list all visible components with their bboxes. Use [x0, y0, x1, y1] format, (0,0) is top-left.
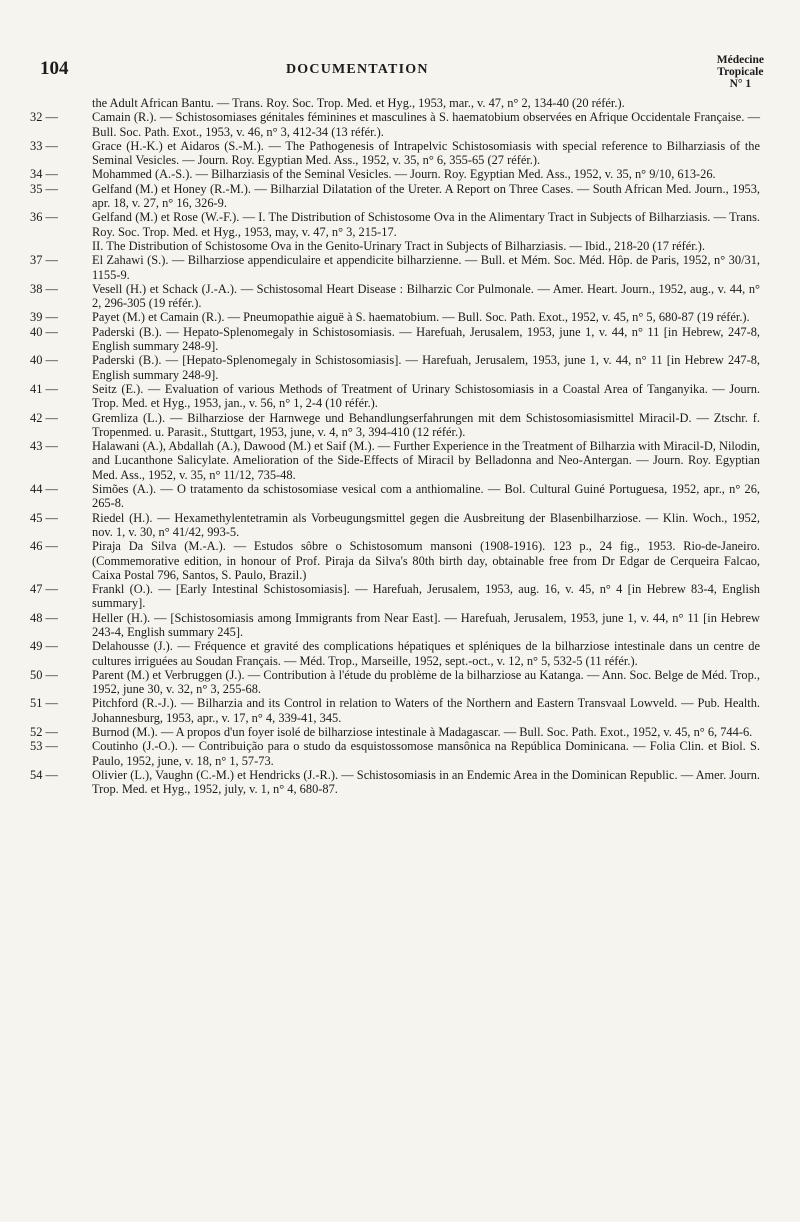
entry-citation: [92, 325, 760, 354]
bibliography-entry: [30, 282, 760, 311]
entry-number: 46 —: [30, 539, 58, 554]
bibliography-entry: [30, 139, 760, 168]
citation-text: Gelfand (M.) et Rose (W.-F.). — I. The Distribution of Schistosome Ova in the Alimentary Tract in Subjects of Bilharziasis. — Trans. Roy. Soc. Trop. Med. et Hyg., 1953, may, v. 47, n° 3, 215-17.: [92, 210, 760, 239]
entry-citation: [92, 353, 760, 382]
entry-citation: [92, 167, 760, 181]
bibliography-entry: [30, 411, 760, 440]
entry-citation: [92, 310, 760, 324]
entry-number: 40 —: [30, 324, 58, 339]
entry-number: 32 —: [30, 110, 58, 125]
entry-number: 49 —: [30, 639, 58, 654]
entry-citation: [92, 210, 760, 253]
entry-number: [30, 96, 92, 110]
entry-number: 42 —: [30, 410, 58, 425]
bibliography-entry: [30, 167, 760, 181]
bibliography-entry: [30, 768, 760, 797]
entry-number: 33 —: [30, 138, 58, 153]
citation-text: Delahousse (J.). — Fréquence et gravité des complications hépatiques et spléniques de la bilharziose intestinale dans un centre de cultures irriguées au Soudan Français. — Méd. Trop., Marseille, 1952, sept.-oct., v. 12, n° 5, 532-5 (11 référ.).: [92, 639, 760, 668]
bibliography-entry: [30, 353, 760, 382]
bibliography-entry: [30, 511, 760, 540]
bibliography-entry: [30, 668, 760, 697]
entry-citation: [92, 439, 760, 482]
entry-citation: [92, 725, 760, 739]
corner-line: N° 1: [729, 78, 752, 90]
bibliography-entry: [30, 725, 760, 739]
running-title: DOCUMENTATION: [286, 62, 429, 77]
entry-number: 35 —: [30, 181, 58, 196]
citation-text: Paderski (B.). — Hepato-Splenomegaly in Schistosomiasis. — Harefuah, Jerusalem, 1953, june 1, v. 44, n° 11 [in Hebrew, 247-8, English summary 248-9].: [92, 324, 760, 354]
entry-number: 53 —: [30, 739, 58, 754]
citation-text: Vesell (H.) et Schack (J.-A.). — Schistosomal Heart Disease : Bilharzic Cor Pulmonale. — Amer. Heart. Journ., 1952, aug., v. 44, n° 2, 296-305 (19 référ.).: [92, 281, 760, 311]
entry-citation: [92, 696, 760, 725]
entry-number: 52 —: [30, 725, 58, 740]
citation-text: Frankl (O.). — [Early Intestinal Schistosomiasis]. — Harefuah, Jerusalem, 1953, aug. 16, v. 45, n° 4 [in Hebrew 83-4, English summary].: [92, 582, 760, 611]
bibliography-entry: [30, 182, 760, 211]
bibliography-entry: [30, 582, 760, 611]
corner-line: Tropicale: [717, 66, 764, 78]
entry-number: 37 —: [30, 253, 58, 268]
entry-citation: [92, 110, 760, 139]
entry-citation: [92, 611, 760, 640]
citation-text: Gelfand (M.) et Honey (R.-M.). — Bilharzial Dilatation of the Ureter. A Report on Three Cases. — South African Med. Journ., 1953, apr. 18, v. 27, n° 16, 326-9.: [92, 181, 760, 211]
citation-text: Simões (A.). — O tratamento da schistosomiase vesical com a anthiomaline. — Bol. Cultural Guiné Portuguesa, 1952, apr., n° 26, 265-8.: [92, 482, 760, 511]
journal-corner-label: [717, 54, 764, 90]
bibliography-entry: [30, 439, 760, 482]
entry-citation: [92, 382, 760, 411]
entry-number: 38 —: [30, 281, 58, 296]
bibliography-entry: [30, 253, 760, 282]
citation-text: Halawani (A.), Abdallah (A.), Dawood (M.) et Saif (M.). — Further Experience in the Treatment of Bilharzia with Miracil-D, Nilodin, and Lucanthone Salicylate. Amelioration of the Side-Effects of Miracil by Belladonna and Neo-Antergan. — Journ. Roy. Egyptian Med. Ass., 1952, v. 35, n° 11/12, 735-48.: [92, 439, 760, 482]
bibliography-entry: [30, 325, 760, 354]
bibliography-entry: [30, 611, 760, 640]
page-number: 104: [40, 58, 69, 79]
entry-number: 36 —: [30, 210, 58, 225]
citation-text: Camain (R.). — Schistosomiases génitales féminines et masculines à S. haematobium observées en Afrique Occidentale Française. — Bull. Soc. Path. Exot., 1953, v. 46, n° 3, 412-34 (13 référ.).: [92, 110, 760, 139]
entry-number: 47 —: [30, 582, 58, 597]
citation-text: Piraja Da Silva (M.-A.). — Estudos sôbre o Schistosomum mansoni (1908-1916). 123 p., 24 fig., 1953. Rio-de-Janeiro. (Commemorative edition, in honour of Prof. Piraja da Silva's 80th birth day, obtainable free from Dr Edgar de Cerqueira Falcao, Caixa Postal 796, Santos, S. Paulo, Brazil.): [92, 539, 760, 582]
citation-text: Paderski (B.). — [Hepato-Splenomegaly in Schistosomiasis]. — Harefuah, Jerusalem, 1953, june 1, v. 44, n° 11 [in Hebrew 247-8, English summary 248-9].: [92, 353, 760, 382]
citation-text: Burnod (M.). — A propos d'un foyer isolé de bilharziose intestinale à Madagascar. — Bull. Soc. Path. Exot., 1952, v. 45, n° 6, 744-6.: [92, 725, 753, 740]
entry-citation: [92, 139, 760, 168]
citation-text: Riedel (H.). — Hexamethylentetramin als Vorbeugungsmittel gegen die Ausbreitung der Blasenbilharziose. — Klin. Woch., 1952, nov. 1, v. 30, n° 41/42, 993-5.: [92, 510, 760, 539]
entry-number: 43 —: [30, 439, 58, 454]
citation-text: Gremliza (L.). — Bilharziose der Harnwege und Behandlungserfahrungen mit dem Schistosomiasismittel Miracil-D. — Ztschr. f. Tropenmed. u. Parasit., Stuttgart, 1953, june, v. 4, n° 3, 394-410 (12 référ.).: [92, 410, 760, 439]
corner-line: Médecine: [716, 54, 764, 66]
citation-text: Seitz (E.). — Evaluation of various Methods of Treatment of Urinary Schistosomiasis in a Coastal Area of Tanganyika. — Journ. Trop. Med. et Hyg., 1953, jan., v. 56, n° 1, 2-4 (10 référ.).: [92, 381, 760, 411]
entry-citation: [92, 768, 760, 797]
entry-number: 40 —: [30, 353, 58, 368]
entry-citation: [92, 739, 760, 768]
entry-citation: [92, 539, 760, 582]
bibliography-entry: [30, 382, 760, 411]
entry-citation: [92, 668, 760, 697]
citation-text: Coutinho (J.-O.). — Contribuição para o studo da esquistossomose mansônica na República Dominicana. — Folia Clin. et Biol. S. Paulo, 1952, june, v. 18, n° 1, 57-73.: [92, 739, 760, 768]
bibliography-entry: [30, 310, 760, 324]
bibliography-entry: [30, 739, 760, 768]
entry-number: 39 —: [30, 310, 58, 325]
citation-text: Heller (H.). — [Schistosomiasis among Immigrants from Near East]. — Harefuah, Jerusalem, 1953, june 1, v. 44, n° 11 [in Hebrew 243-4, English summary 245].: [92, 610, 760, 639]
citation-text: Pitchford (R.-J.). — Bilharzia and its Control in relation to Waters of the Northern and Eastern Transvaal Lowveld. — Pub. Health. Johannesburg, 1953, apr., v. 17, n° 4, 339-41, 345.: [92, 696, 760, 725]
citation-text: Payet (M.) et Camain (R.). — Pneumopathie aiguë à S. haematobium. — Bull. Soc. Path. Exot., 1952, v. 45, n° 5, 680-87 (19 référ.).: [92, 310, 750, 325]
entry-number: 41 —: [30, 381, 58, 396]
bibliography-list: [30, 96, 760, 797]
entry-citation: [92, 96, 760, 110]
entry-citation: [92, 639, 760, 668]
entry-number: 54 —: [30, 767, 58, 782]
entry-number: 51 —: [30, 696, 58, 711]
bibliography-entry: [30, 696, 760, 725]
citation-text: Parent (M.) et Verbruggen (J.). — Contribution à l'étude du problème de la bilharziose au Katanga. — Ann. Soc. Belge de Méd. Trop., 1952, june 30, v. 32, n° 3, 255-68.: [92, 667, 760, 697]
entry-number: 34 —: [30, 167, 58, 182]
entry-number: 50 —: [30, 667, 58, 682]
bibliography-entry: [30, 482, 760, 511]
entry-citation: [92, 582, 760, 611]
citation-subpart: II. The Distribution of Schistosome Ova in the Genito-Urinary Tract in Subjects of Bilharziasis. — Ibid., 218-20 (17 référ.).: [92, 238, 706, 253]
entry-citation: [92, 282, 760, 311]
entry-citation: [92, 253, 760, 282]
entry-number: 48 —: [30, 610, 58, 625]
citation-text: Grace (H.-K.) et Aidaros (S.-M.). — The Pathogenesis of Intrapelvic Schistosomiasis with special reference to Bilharziasis of the Seminal Vesicles. — Journ. Roy. Egyptian Med. Ass., 1952, v. 35, n° 6, 355-65 (27 référ.).: [92, 138, 760, 168]
entry-citation: [92, 182, 760, 211]
entry-citation: [92, 411, 760, 440]
bibliography-entry: [30, 96, 760, 110]
entry-number: 45 —: [30, 510, 58, 525]
bibliography-entry: [30, 210, 760, 253]
citation-text: Mohammed (A.-S.). — Bilharziasis of the Seminal Vesicles. — Journ. Roy. Egyptian Med. Ass., 1952, v. 35, n° 9/10, 613-26.: [92, 167, 716, 182]
citation-text: El Zahawi (S.). — Bilharziose appendiculaire et appendicite bilharzienne. — Bull. et Mém. Soc. Méd. Hôp. de Paris, 1952, n° 30/31, 1155-9.: [92, 253, 760, 282]
entry-citation: [92, 511, 760, 540]
citation-text: the Adult African Bantu. — Trans. Roy. Soc. Trop. Med. et Hyg., 1953, mar., v. 47, n° 2, 134-40 (20 référ.).: [92, 96, 625, 110]
bibliography-entry: [30, 639, 760, 668]
bibliography-entry: [30, 110, 760, 139]
citation-text: Olivier (L.), Vaughn (C.-M.) et Hendricks (J.-R.). — Schistosomiasis in an Endemic Area in the Dominican Republic. — Amer. Journ. Trop. Med. et Hyg., 1952, july, v. 1, n° 4, 680-87.: [92, 767, 760, 797]
bibliography-entry: [30, 539, 760, 582]
entry-number: 44 —: [30, 482, 58, 497]
entry-citation: [92, 482, 760, 511]
